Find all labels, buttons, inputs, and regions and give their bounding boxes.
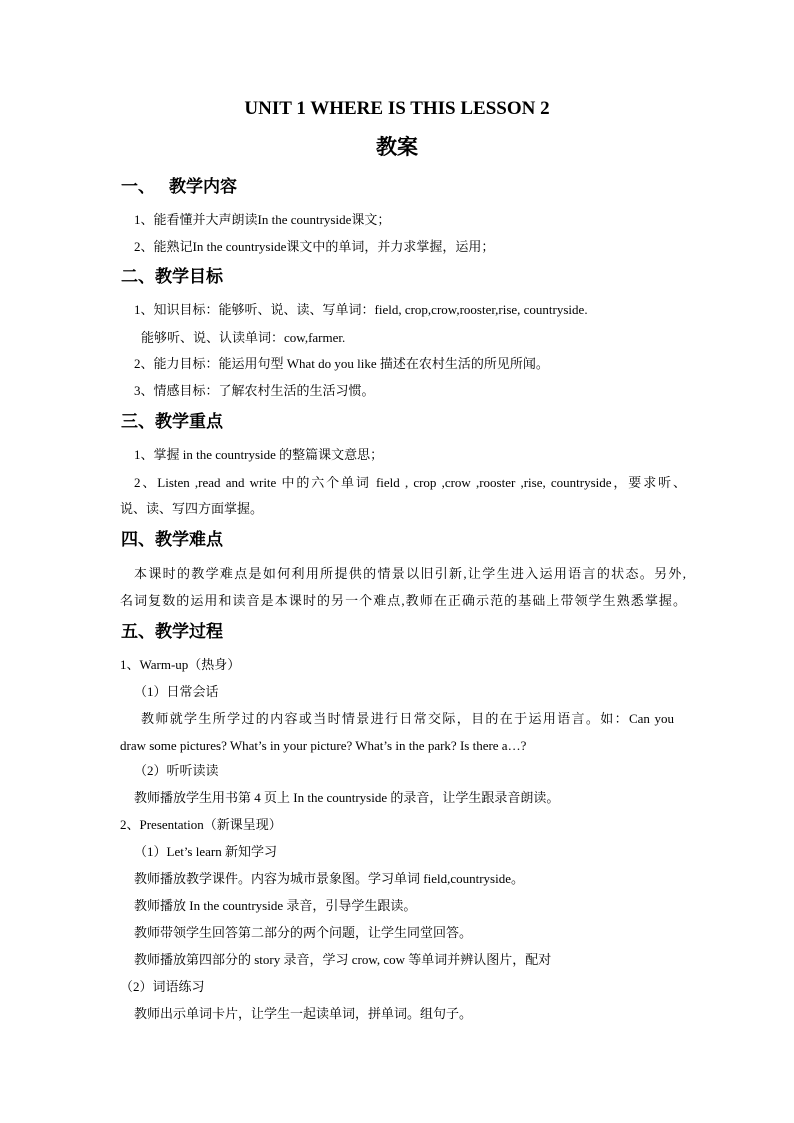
content-line: 本课时的教学难点是如何利用所提供的情景以旧引新,让学生进入运用语言的状态。另外, — [134, 566, 686, 581]
content-line: 能够听、说、认读单词：cow,farmer. — [141, 330, 346, 345]
content-line: 名词复数的运用和读音是本课时的另一个难点,教师在正确示范的基础上带领学生熟悉掌握。 — [120, 593, 686, 608]
content-line: 2、能熟记In the countryside课文中的单词，并力求掌握，运用； — [134, 239, 495, 254]
content-line: 教师出示单词卡片，让学生一起读单词，拼单词。组句子。 — [134, 1006, 473, 1021]
content-line: 教师播放 In the countryside 录音，引导学生跟读。 — [134, 898, 417, 913]
content-line: 说、读、写四方面掌握。 — [120, 501, 264, 516]
content-line: 2、Listen ,read and write 中的六个单词 field , crop ,crow ,rooster ,rise, countryside，要求听、 — [134, 475, 686, 490]
section-heading-5: 五、教学过程 — [121, 622, 223, 641]
content-line: 2、Presentation（新课呈现） — [120, 817, 282, 832]
section-heading-2: 二、教学目标 — [121, 267, 223, 286]
content-line: 2、能力目标：能运用句型 What do you like 描述在农村生活的所见所闻。 — [134, 356, 549, 371]
section-heading-3: 三、教学重点 — [121, 412, 223, 431]
section-heading-text: 教学内容 — [169, 177, 237, 196]
content-line: 1、能看懂并大声朗读In the countryside课文； — [134, 212, 391, 227]
content-line: 1、Warm-up（热身） — [120, 657, 241, 672]
document-subtitle: 教案 — [376, 135, 418, 159]
section-number: 一、 — [121, 177, 155, 196]
content-line: 3、情感目标：了解农村生活的生活习惯。 — [134, 383, 375, 398]
content-line: 教师播放学生用书第 4 页上 In the countryside 的录音，让学生跟录音朗读。 — [134, 790, 560, 805]
content-line: 教师就学生所学过的内容或当时情景进行日常交际，目的在于运用语言。如：Can you — [141, 711, 674, 726]
content-line: （1）日常会话 — [134, 684, 219, 699]
section-heading-1 — [121, 176, 237, 198]
document-title: UNIT 1 WHERE IS THIS LESSON 2 — [244, 98, 550, 119]
section-heading-4: 四、教学难点 — [121, 530, 223, 549]
content-line: （2）听听读读 — [134, 763, 219, 778]
content-line: 教师播放教学课件。内容为城市景象图。学习单词 field,countryside。 — [134, 871, 524, 886]
content-line: 1、知识目标：能够听、说、读、写单词：field, crop,crow,rooster,rise, countryside. — [134, 302, 588, 317]
content-line: （2）词语练习 — [120, 979, 205, 994]
content-line: draw some pictures? What’s in your picture? What’s in the park? Is there a…? — [120, 738, 527, 753]
content-line: 教师带领学生回答第二部分的两个问题，让学生同堂回答。 — [134, 925, 473, 940]
content-line: （1）Let’s learn 新知学习 — [134, 844, 277, 859]
content-line: 1、掌握 in the countryside 的整篇课文意思； — [134, 447, 384, 462]
content-line: 教师播放第四部分的 story 录音，学习 crow, cow 等单词并辨认图片，配对 — [134, 952, 552, 967]
